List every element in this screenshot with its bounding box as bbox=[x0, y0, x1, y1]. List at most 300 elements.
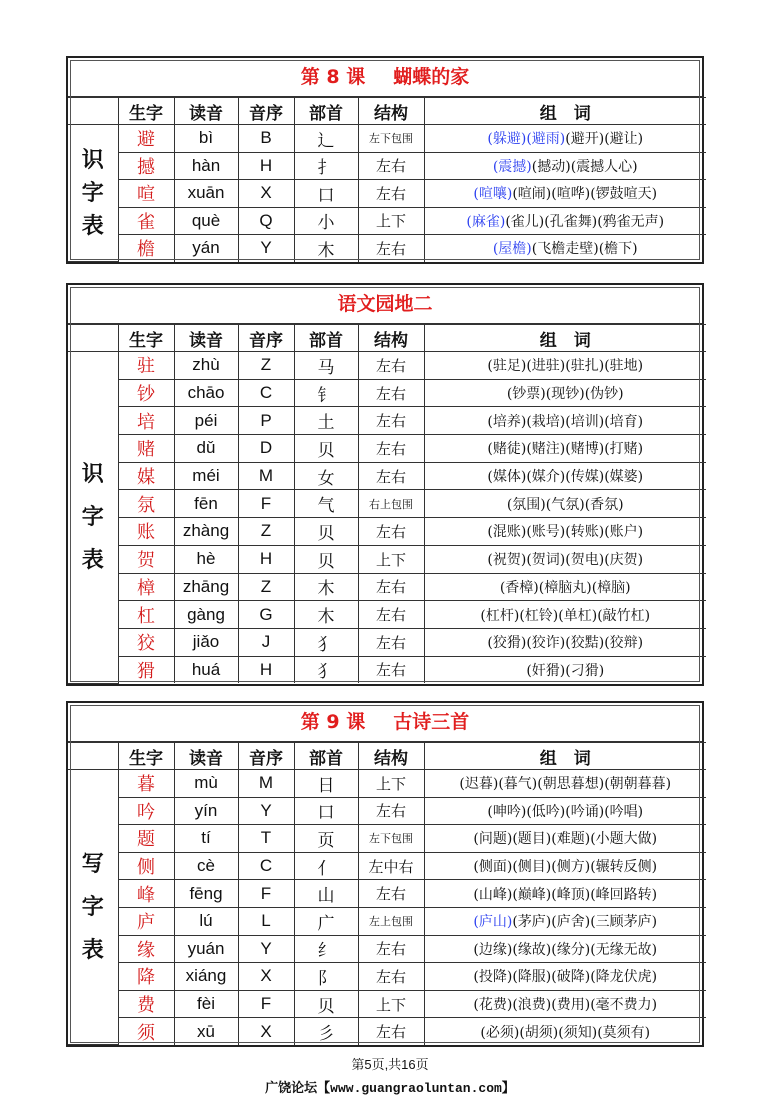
structure-cell: 上下 bbox=[358, 207, 424, 235]
word: (缘分) bbox=[551, 941, 591, 958]
pinyin-cell: tí bbox=[174, 825, 238, 853]
character-cell: 雀 bbox=[118, 207, 174, 235]
word: (庆贺) bbox=[604, 552, 644, 569]
column-header-duyin: 读音 bbox=[174, 98, 238, 125]
table-row bbox=[68, 907, 706, 935]
radical-cell: 贝 bbox=[294, 990, 358, 1018]
column-header-bushou: 部首 bbox=[294, 743, 358, 770]
column-header-yinxu: 音序 bbox=[238, 98, 294, 125]
pinyin-cell: chāo bbox=[174, 379, 238, 407]
phonetic-order-cell: M bbox=[238, 462, 294, 490]
structure-cell: 左右 bbox=[358, 963, 424, 991]
word: (胡须) bbox=[519, 1024, 559, 1041]
structure-cell: 上下 bbox=[358, 770, 424, 798]
word: (躲避) bbox=[487, 131, 527, 148]
structure-cell: 左右 bbox=[358, 880, 424, 908]
character-cell: 暮 bbox=[118, 770, 174, 798]
table-row bbox=[68, 880, 706, 908]
word: (屋檐) bbox=[492, 241, 532, 258]
word: (侧目) bbox=[512, 859, 552, 876]
phonetic-order-cell: T bbox=[238, 825, 294, 853]
character-cell: 峰 bbox=[118, 880, 174, 908]
word: (侧方) bbox=[551, 859, 591, 876]
word: (震撼人心) bbox=[570, 158, 638, 175]
table-row bbox=[68, 852, 706, 880]
character-cell: 赌 bbox=[118, 435, 174, 463]
structure-cell: 左右 bbox=[358, 656, 424, 683]
table-row bbox=[68, 352, 706, 380]
word: (进驻) bbox=[526, 358, 566, 375]
pinyin-cell: zhàng bbox=[174, 518, 238, 546]
word: (喧闹) bbox=[512, 186, 552, 203]
word: (浪费) bbox=[512, 997, 552, 1014]
word: (避雨) bbox=[526, 131, 566, 148]
radical-cell: 小 bbox=[294, 207, 358, 235]
radical-cell: 亻 bbox=[294, 852, 358, 880]
word-group-cell bbox=[424, 407, 706, 435]
lesson-section bbox=[66, 56, 704, 264]
word: (现钞) bbox=[545, 386, 585, 403]
structure-cell: 左右 bbox=[358, 935, 424, 963]
structure-cell: 左右 bbox=[358, 379, 424, 407]
pinyin-cell: yuán bbox=[174, 935, 238, 963]
word: (三顾茅庐) bbox=[590, 914, 658, 931]
word: (莫须有) bbox=[597, 1024, 651, 1041]
word-group-cell bbox=[424, 462, 706, 490]
character-cell: 檐 bbox=[118, 235, 174, 262]
character-cell: 避 bbox=[118, 125, 174, 153]
structure-cell: 左下包围 bbox=[358, 825, 424, 853]
table-row bbox=[68, 573, 706, 601]
word: (飞檐走壁) bbox=[531, 241, 599, 258]
pinyin-cell: zhù bbox=[174, 352, 238, 380]
word: (栽培) bbox=[526, 413, 566, 430]
word: (须知) bbox=[558, 1024, 598, 1041]
radical-cell: 犭 bbox=[294, 656, 358, 683]
pinyin-cell: péi bbox=[174, 407, 238, 435]
word: (暮气) bbox=[498, 776, 538, 793]
table-row bbox=[68, 435, 706, 463]
table-row bbox=[68, 990, 706, 1018]
word-group-cell bbox=[424, 628, 706, 656]
pinyin-cell: yán bbox=[174, 235, 238, 262]
word: (毫不费力) bbox=[590, 997, 658, 1014]
pinyin-cell: què bbox=[174, 207, 238, 235]
word-group-cell bbox=[424, 907, 706, 935]
column-header-shengzi: 生字 bbox=[118, 325, 174, 352]
word: (转账) bbox=[565, 524, 605, 541]
radical-cell: 阝 bbox=[294, 963, 358, 991]
word: (赌徒) bbox=[487, 441, 527, 458]
word-group-cell bbox=[424, 963, 706, 991]
radical-cell: 木 bbox=[294, 235, 358, 262]
column-header-yinxu: 音序 bbox=[238, 325, 294, 352]
phonetic-order-cell: X bbox=[238, 963, 294, 991]
label-char: 字 bbox=[81, 893, 104, 920]
word: (混账) bbox=[487, 524, 527, 541]
table-row bbox=[68, 770, 706, 798]
table-row bbox=[68, 1018, 706, 1045]
word: (无缘无故) bbox=[590, 941, 658, 958]
radical-cell: 山 bbox=[294, 880, 358, 908]
word: (媒体) bbox=[487, 469, 527, 486]
word: (氛围) bbox=[506, 496, 546, 513]
label-char: 识 bbox=[81, 146, 104, 173]
column-header-yinxu: 音序 bbox=[238, 743, 294, 770]
structure-cell: 左右 bbox=[358, 573, 424, 601]
character-cell: 庐 bbox=[118, 907, 174, 935]
header-blank bbox=[68, 325, 118, 352]
label-char: 字 bbox=[81, 179, 104, 206]
word: (杠杆) bbox=[480, 607, 520, 624]
word-group-cell bbox=[424, 490, 706, 518]
structure-cell: 左中右 bbox=[358, 852, 424, 880]
structure-cell: 右上包围 bbox=[358, 490, 424, 518]
pinyin-cell: huá bbox=[174, 656, 238, 683]
table-row bbox=[68, 407, 706, 435]
word: (狡黠) bbox=[565, 635, 605, 652]
table-row bbox=[68, 825, 706, 853]
radical-cell: 扌 bbox=[294, 152, 358, 180]
word: (喧哗) bbox=[551, 186, 591, 203]
phonetic-order-cell: F bbox=[238, 490, 294, 518]
word: (迟暮) bbox=[459, 776, 499, 793]
word: (账户) bbox=[604, 524, 644, 541]
radical-cell: 口 bbox=[294, 797, 358, 825]
table-row bbox=[68, 235, 706, 262]
character-cell: 账 bbox=[118, 518, 174, 546]
word: (培育) bbox=[604, 413, 644, 430]
pinyin-cell: xuān bbox=[174, 180, 238, 208]
structure-cell: 左右 bbox=[358, 518, 424, 546]
phonetic-order-cell: H bbox=[238, 152, 294, 180]
phonetic-order-cell: Z bbox=[238, 573, 294, 601]
pinyin-cell: fēng bbox=[174, 880, 238, 908]
word: (投降) bbox=[473, 969, 513, 986]
word: (麻雀) bbox=[466, 213, 506, 230]
label-char: 识 bbox=[81, 460, 104, 487]
radical-cell: 土 bbox=[294, 407, 358, 435]
column-header-bushou: 部首 bbox=[294, 325, 358, 352]
word: (贺词) bbox=[526, 552, 566, 569]
word-group-cell bbox=[424, 379, 706, 407]
structure-cell: 左右 bbox=[358, 797, 424, 825]
structure-cell: 上下 bbox=[358, 545, 424, 573]
table-row bbox=[68, 545, 706, 573]
pinyin-cell: fèi bbox=[174, 990, 238, 1018]
phonetic-order-cell: H bbox=[238, 545, 294, 573]
word: (驻地) bbox=[604, 358, 644, 375]
pinyin-cell: dǔ bbox=[174, 435, 238, 463]
radical-cell: 气 bbox=[294, 490, 358, 518]
label-char: 写 bbox=[81, 850, 104, 877]
word-group-cell bbox=[424, 880, 706, 908]
structure-cell: 左上包围 bbox=[358, 907, 424, 935]
phonetic-order-cell: Y bbox=[238, 797, 294, 825]
word: (培养) bbox=[487, 413, 527, 430]
word: (山峰) bbox=[473, 886, 513, 903]
word: (锣鼓喧天) bbox=[590, 186, 658, 203]
pinyin-cell: xiáng bbox=[174, 963, 238, 991]
word: (媒婆) bbox=[604, 469, 644, 486]
radical-cell: 木 bbox=[294, 601, 358, 629]
radical-cell: 马 bbox=[294, 352, 358, 380]
word: (朝思暮想) bbox=[537, 776, 605, 793]
word-group-cell bbox=[424, 545, 706, 573]
word: (杠铃) bbox=[519, 607, 559, 624]
column-header-zuci: 组 词 bbox=[424, 98, 706, 125]
word: (花费) bbox=[473, 997, 513, 1014]
character-table bbox=[68, 97, 706, 262]
phonetic-order-cell: G bbox=[238, 601, 294, 629]
phonetic-order-cell: B bbox=[238, 125, 294, 153]
word-group-cell bbox=[424, 935, 706, 963]
word: (香氛) bbox=[584, 496, 624, 513]
word: (狡诈) bbox=[526, 635, 566, 652]
word-group-cell bbox=[424, 207, 706, 235]
word: (打赌) bbox=[604, 441, 644, 458]
word: (吟诵) bbox=[565, 803, 605, 820]
header-blank bbox=[68, 98, 118, 125]
word-group-cell bbox=[424, 601, 706, 629]
word-group-cell bbox=[424, 235, 706, 262]
lesson-title: 古诗三首 bbox=[393, 711, 470, 733]
table-row bbox=[68, 125, 706, 153]
structure-cell: 左右 bbox=[358, 152, 424, 180]
phonetic-order-cell: Z bbox=[238, 352, 294, 380]
word-group-cell bbox=[424, 1018, 706, 1045]
word-group-cell bbox=[424, 518, 706, 546]
table-row bbox=[68, 797, 706, 825]
pinyin-cell: hè bbox=[174, 545, 238, 573]
table-row bbox=[68, 628, 706, 656]
radical-cell: 广 bbox=[294, 907, 358, 935]
word: (难题) bbox=[551, 831, 591, 848]
word: (单杠) bbox=[558, 607, 598, 624]
pinyin-cell: mù bbox=[174, 770, 238, 798]
lesson-section bbox=[66, 283, 704, 686]
phonetic-order-cell: M bbox=[238, 770, 294, 798]
column-header-jiegou: 结构 bbox=[358, 325, 424, 352]
word: (孔雀舞) bbox=[544, 213, 598, 230]
word: (降龙伏虎) bbox=[590, 969, 658, 986]
character-cell: 杠 bbox=[118, 601, 174, 629]
lesson-title: 语文园地二 bbox=[337, 293, 433, 315]
word-group-cell bbox=[424, 825, 706, 853]
word: (辗转反侧) bbox=[590, 859, 658, 876]
phonetic-order-cell: L bbox=[238, 907, 294, 935]
phonetic-order-cell: P bbox=[238, 407, 294, 435]
header-row bbox=[68, 325, 706, 352]
word-group-cell bbox=[424, 180, 706, 208]
radical-cell: 页 bbox=[294, 825, 358, 853]
header-row bbox=[68, 743, 706, 770]
column-header-zuci: 组 词 bbox=[424, 743, 706, 770]
character-cell: 猾 bbox=[118, 656, 174, 683]
word-group-cell bbox=[424, 770, 706, 798]
word: (避让) bbox=[604, 131, 644, 148]
word: (茅庐) bbox=[512, 914, 552, 931]
word: (撼动) bbox=[531, 158, 571, 175]
word: (小题大做) bbox=[590, 831, 658, 848]
character-cell: 题 bbox=[118, 825, 174, 853]
word: (降服) bbox=[512, 969, 552, 986]
word: (敲竹杠) bbox=[597, 607, 651, 624]
label-char: 字 bbox=[81, 503, 104, 530]
character-cell: 撼 bbox=[118, 152, 174, 180]
word: (樟脑丸) bbox=[538, 579, 592, 596]
phonetic-order-cell: C bbox=[238, 852, 294, 880]
radical-cell: 日 bbox=[294, 770, 358, 798]
pinyin-cell: gàng bbox=[174, 601, 238, 629]
word-group-cell bbox=[424, 797, 706, 825]
label-char: 表 bbox=[81, 212, 104, 239]
structure-cell: 左右 bbox=[358, 462, 424, 490]
structure-cell: 左右 bbox=[358, 235, 424, 262]
radical-cell: 钅 bbox=[294, 379, 358, 407]
word: (账号) bbox=[526, 524, 566, 541]
pinyin-cell: yín bbox=[174, 797, 238, 825]
phonetic-order-cell: D bbox=[238, 435, 294, 463]
word: (问题) bbox=[473, 831, 513, 848]
character-cell: 侧 bbox=[118, 852, 174, 880]
word: (驻扎) bbox=[565, 358, 605, 375]
column-header-jiegou: 结构 bbox=[358, 743, 424, 770]
pinyin-cell: bì bbox=[174, 125, 238, 153]
word: (气氛) bbox=[545, 496, 585, 513]
word: (狡辩) bbox=[604, 635, 644, 652]
radical-cell: 口 bbox=[294, 180, 358, 208]
site-footer: 广饶论坛【www.guangraoluntan.com】 bbox=[265, 1081, 515, 1096]
pinyin-cell: fēn bbox=[174, 490, 238, 518]
radical-cell: 女 bbox=[294, 462, 358, 490]
word: (巅峰) bbox=[512, 886, 552, 903]
table-type-label bbox=[68, 125, 118, 262]
table-row bbox=[68, 180, 706, 208]
word: (侧面) bbox=[473, 859, 513, 876]
word: (香樟) bbox=[499, 579, 539, 596]
character-cell: 狡 bbox=[118, 628, 174, 656]
character-cell: 贺 bbox=[118, 545, 174, 573]
character-cell: 培 bbox=[118, 407, 174, 435]
pinyin-cell: méi bbox=[174, 462, 238, 490]
word: (樟脑) bbox=[591, 579, 631, 596]
word: (边缘) bbox=[473, 941, 513, 958]
word: (庐舍) bbox=[551, 914, 591, 931]
word: (必须) bbox=[480, 1024, 520, 1041]
character-cell: 费 bbox=[118, 990, 174, 1018]
pinyin-cell: xū bbox=[174, 1018, 238, 1045]
word-group-cell bbox=[424, 573, 706, 601]
word: (培训) bbox=[565, 413, 605, 430]
section-title bbox=[68, 703, 702, 742]
word: (破降) bbox=[551, 969, 591, 986]
word: (媒介) bbox=[526, 469, 566, 486]
word: (避开) bbox=[565, 131, 605, 148]
word: (喧嚷) bbox=[473, 186, 513, 203]
word-group-cell bbox=[424, 435, 706, 463]
radical-cell: 贝 bbox=[294, 435, 358, 463]
pinyin-cell: cè bbox=[174, 852, 238, 880]
column-header-jiegou: 结构 bbox=[358, 98, 424, 125]
word: (驻足) bbox=[487, 358, 527, 375]
word-group-cell bbox=[424, 656, 706, 683]
word: (峰回路转) bbox=[590, 886, 658, 903]
phonetic-order-cell: Y bbox=[238, 235, 294, 262]
table-row bbox=[68, 656, 706, 683]
character-cell: 吟 bbox=[118, 797, 174, 825]
header-blank bbox=[68, 743, 118, 770]
structure-cell: 左右 bbox=[358, 601, 424, 629]
radical-cell: 彡 bbox=[294, 1018, 358, 1045]
phonetic-order-cell: X bbox=[238, 1018, 294, 1045]
character-cell: 喧 bbox=[118, 180, 174, 208]
column-header-bushou: 部首 bbox=[294, 98, 358, 125]
word: (费用) bbox=[551, 997, 591, 1014]
lesson-number: 第 9 课 bbox=[300, 711, 366, 733]
phonetic-order-cell: Q bbox=[238, 207, 294, 235]
phonetic-order-cell: J bbox=[238, 628, 294, 656]
page-number: 第5页,共16页 bbox=[351, 1057, 429, 1072]
word: (赌博) bbox=[565, 441, 605, 458]
word: (缘故) bbox=[512, 941, 552, 958]
character-table bbox=[68, 742, 706, 1045]
column-header-shengzi: 生字 bbox=[118, 98, 174, 125]
table-row bbox=[68, 518, 706, 546]
table-row bbox=[68, 963, 706, 991]
word-group-cell bbox=[424, 352, 706, 380]
character-cell: 氛 bbox=[118, 490, 174, 518]
word: (呻吟) bbox=[487, 803, 527, 820]
pinyin-cell: jiǎo bbox=[174, 628, 238, 656]
table-row bbox=[68, 490, 706, 518]
character-cell: 降 bbox=[118, 963, 174, 991]
table-row bbox=[68, 601, 706, 629]
pinyin-cell: hàn bbox=[174, 152, 238, 180]
word: (吟唱) bbox=[604, 803, 644, 820]
header-row bbox=[68, 98, 706, 125]
word: (朝朝暮暮) bbox=[604, 776, 672, 793]
section-title bbox=[68, 58, 702, 97]
lesson-section bbox=[66, 701, 704, 1047]
word: (祝贺) bbox=[487, 552, 527, 569]
structure-cell: 上下 bbox=[358, 990, 424, 1018]
lesson-number: 第 8 课 bbox=[300, 66, 366, 88]
word-group-cell bbox=[424, 125, 706, 153]
word: (奸猾) bbox=[526, 662, 566, 679]
word: (庐山) bbox=[473, 914, 513, 931]
label-char: 表 bbox=[81, 936, 104, 963]
character-cell: 媒 bbox=[118, 462, 174, 490]
character-cell: 钞 bbox=[118, 379, 174, 407]
word: (雀儿) bbox=[505, 213, 545, 230]
column-header-shengzi: 生字 bbox=[118, 743, 174, 770]
structure-cell: 左右 bbox=[358, 180, 424, 208]
structure-cell: 左右 bbox=[358, 1018, 424, 1045]
radical-cell: 木 bbox=[294, 573, 358, 601]
word: (峰顶) bbox=[551, 886, 591, 903]
radical-cell: 贝 bbox=[294, 545, 358, 573]
table-row bbox=[68, 379, 706, 407]
radical-cell: 纟 bbox=[294, 935, 358, 963]
phonetic-order-cell: C bbox=[238, 379, 294, 407]
word: (刁猾) bbox=[565, 662, 605, 679]
table-row bbox=[68, 152, 706, 180]
word: (檐下) bbox=[598, 241, 638, 258]
word: (狡猾) bbox=[487, 635, 527, 652]
word: (传媒) bbox=[565, 469, 605, 486]
word: (题目) bbox=[512, 831, 552, 848]
